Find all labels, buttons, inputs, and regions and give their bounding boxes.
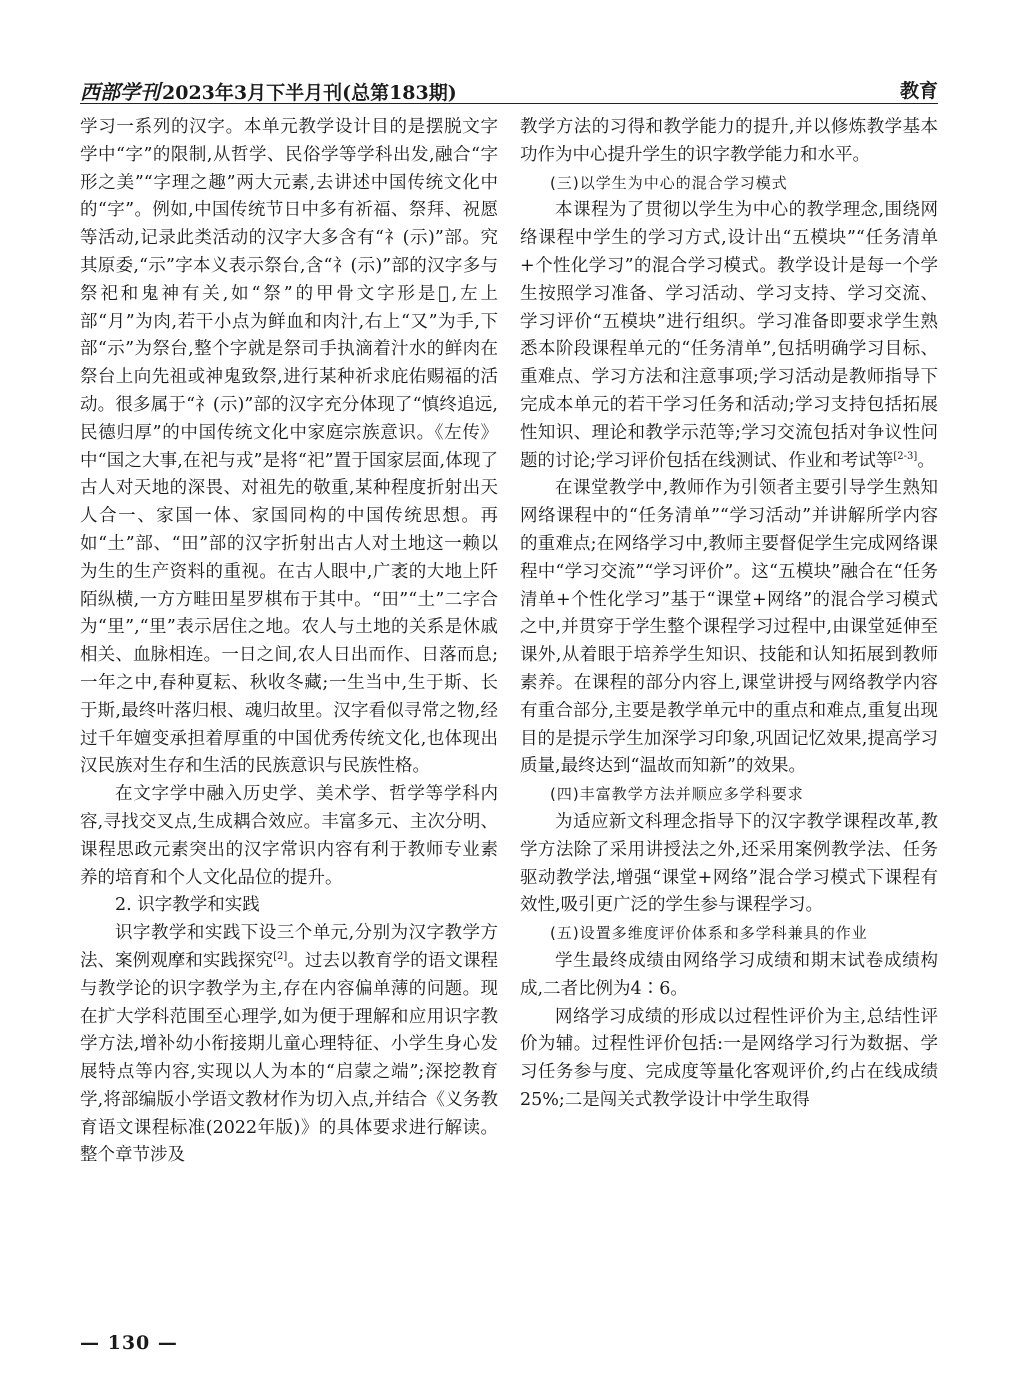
citation-ref: [2-3]: [893, 450, 918, 462]
paragraph-text: 。: [917, 450, 935, 471]
citation-ref: [2]: [273, 951, 288, 963]
journal-logo: 西部学刊: [80, 80, 160, 104]
paragraph-text: 本课程为了贯彻以学生为中心的教学理念,围绕网络课程中学生的学习方式,设计出“五模块”“任务清单+个性化学习”的混合学习模式。教学设计是每一个学生按照学习准备、学习活动、学习支持、学习交流、学习评价“五模块”进行组织。学习准备即要求学生熟悉本阶段课程单元的“任务清单”,包括明确学习目标、重难点、学习方法和注意事项;学习活动是教师指导下完成本单元的若干学习任务和活动;学习支持包括拓展性知识、理论和教学示范等;学习交流包括对争议性问题的讨论;学习评价包括在线测试、作业和考试等: [520, 200, 938, 471]
left-column: [80, 114, 498, 1170]
paragraph: [80, 920, 498, 1170]
section-heading: (五)设置多维度评价体系和多学科兼具的作业: [550, 924, 868, 943]
paragraph-text: 识字教学和实践下设三个单元,分别为汉字教学方法、案例观摩和实践探究: [80, 923, 498, 971]
header-issue-line: [80, 76, 457, 105]
right-column: [520, 114, 938, 1115]
paragraph: 教学方法的习得和教学能力的提升,并以修炼教学基本功作为中心提升学生的识字教学能力和水平。: [520, 117, 938, 165]
section-heading: (四)丰富教学方法并顺应多学科要求: [550, 785, 804, 804]
paragraph: 学习一系列的汉字。本单元教学设计目的是摆脱文字学中“字”的限制,从哲学、民俗学等学科出发,融合“字形之美”“字理之趣”两大元素,去讲述中国传统文化中的“字”。例如,中国传统节日中多有祈福、祭拜、祝愿等活动,记录此类活动的汉字大多含有“礻(示)”部。究其原委,“示”字本义表示祭台,含“礻(示)”部的汉字多与祭祀和鬼神有关,如“祭”的甲骨文字形是𥛒,左上部“月”为肉,若干小点为鲜血和肉汁,右上“又”为手,下部“示”为祭台,整个字就是祭司手执滴着汁水的鲜肉在祭台上向先祖或神鬼致祭,进行某种祈求庇佑赐福的活动。很多属于“礻(示)”部的汉字充分体现了“慎终追远,民德归厚”的中国传统文化中家庭宗族意识。《左传》中“国之大事,在祀与戎”是将“祀”置于国家层面,体现了古人对天地的深畏、对祖先的敬重,某种程度折射出天人合一、家国一体、家国同构的中国传统思想。再如“土”部、“田”部的汉字折射出古人对土地这一赖以为生的生产资料的重视。在古人眼中,广袤的大地上阡陌纵横,一方方畦田星罗棋布于其中。“田”“土”二字合为“里”,“里”表示居住之地。农人与土地的关系是休戚相关、血脉相连。一日之间,农人日出而作、日落而息;一年之中,春种夏耘、秋收冬藏;一生当中,生于斯、长于斯,最终叶落归根、魂归故里。汉字看似寻常之物,经过千年嬗变承担着厚重的中国优秀传统文化,也体现出汉民族对生存和生活的民族意识与民族性格。: [80, 117, 498, 777]
paragraph: 学生最终成绩由网络学习成绩和期末试卷成绩构成,二者比例为4∶6。: [520, 950, 938, 999]
page-number: — 130 —: [80, 1332, 178, 1354]
subsection-heading: 2. 识字教学和实践: [115, 895, 260, 916]
paragraph: 网络学习成绩的形成以过程性评价为主,总结性评价为辅。过程性评价包括:一是网络学习行为数据、学习任务参与度、完成度等量化客观评价,约占在线成绩25%;二是闯关式教学设计中学生取得: [520, 1006, 938, 1110]
issue-info: 2023年3月下半月刊(总第183期): [162, 82, 457, 104]
paragraph: 在文字学中融入历史学、美术学、哲学等学科内容,寻找交叉点,生成耦合效应。丰富多元、主次分明、课程思政元素突出的汉字常识内容有利于教师专业素养的培育和个人文化品位的提升。: [80, 784, 498, 888]
paragraph: 在课堂教学中,教师作为引领者主要引导学生熟知网络课程中的“任务清单”“学习活动”并讲解所学内容的重难点;在网络学习中,教师主要督促学生完成网络课程中“学习交流”“学习评价”。这“五模块”融合在“任务清单+个性化学习”基于“课堂+网络”的混合学习模式之中,并贯穿于学生整个课程学习过程中,由课堂延伸至课外,从着眼于培养学生知识、技能和认知拓展到教师素养。在课程的部分内容上,课堂讲授与网络教学内容有重合部分,主要是教学单元中的重点和难点,重复出现目的是提示学生加深学习印象,巩固记忆效果,提高学习质量,最终达到“温故而知新”的效果。: [520, 478, 938, 777]
section-heading: (三)以学生为中心的混合学习模式: [550, 173, 788, 192]
paragraph-text: 。过去以教育学的语文课程与教学论的识字教学为主,存在内容偏单薄的问题。现在扩大学科范围至心理学,如为便于理解和应用识字教学方法,增补幼小衔接期儿童心理特征、小学生身心发展特点等内容,实现以人为本的“启蒙之端”;深挖教育学,将部编版小学语文教材作为切入点,并结合《义务教育语文课程标准(2022年版)》的具体要求进行解读。整个章节涉及: [80, 950, 499, 1166]
running-header: [80, 74, 938, 104]
paragraph: 为适应新文科理念指导下的汉字教学课程改革,教学方法除了采用讲授法之外,还采用案例教学法、任务驱动教学法,增强“课堂+网络”混合学习模式下课程有效性,吸引更广泛的学生参与课程学习。: [520, 811, 938, 916]
header-divider: [80, 103, 938, 104]
paragraph: [520, 197, 938, 475]
section-label: 教育: [899, 80, 938, 102]
